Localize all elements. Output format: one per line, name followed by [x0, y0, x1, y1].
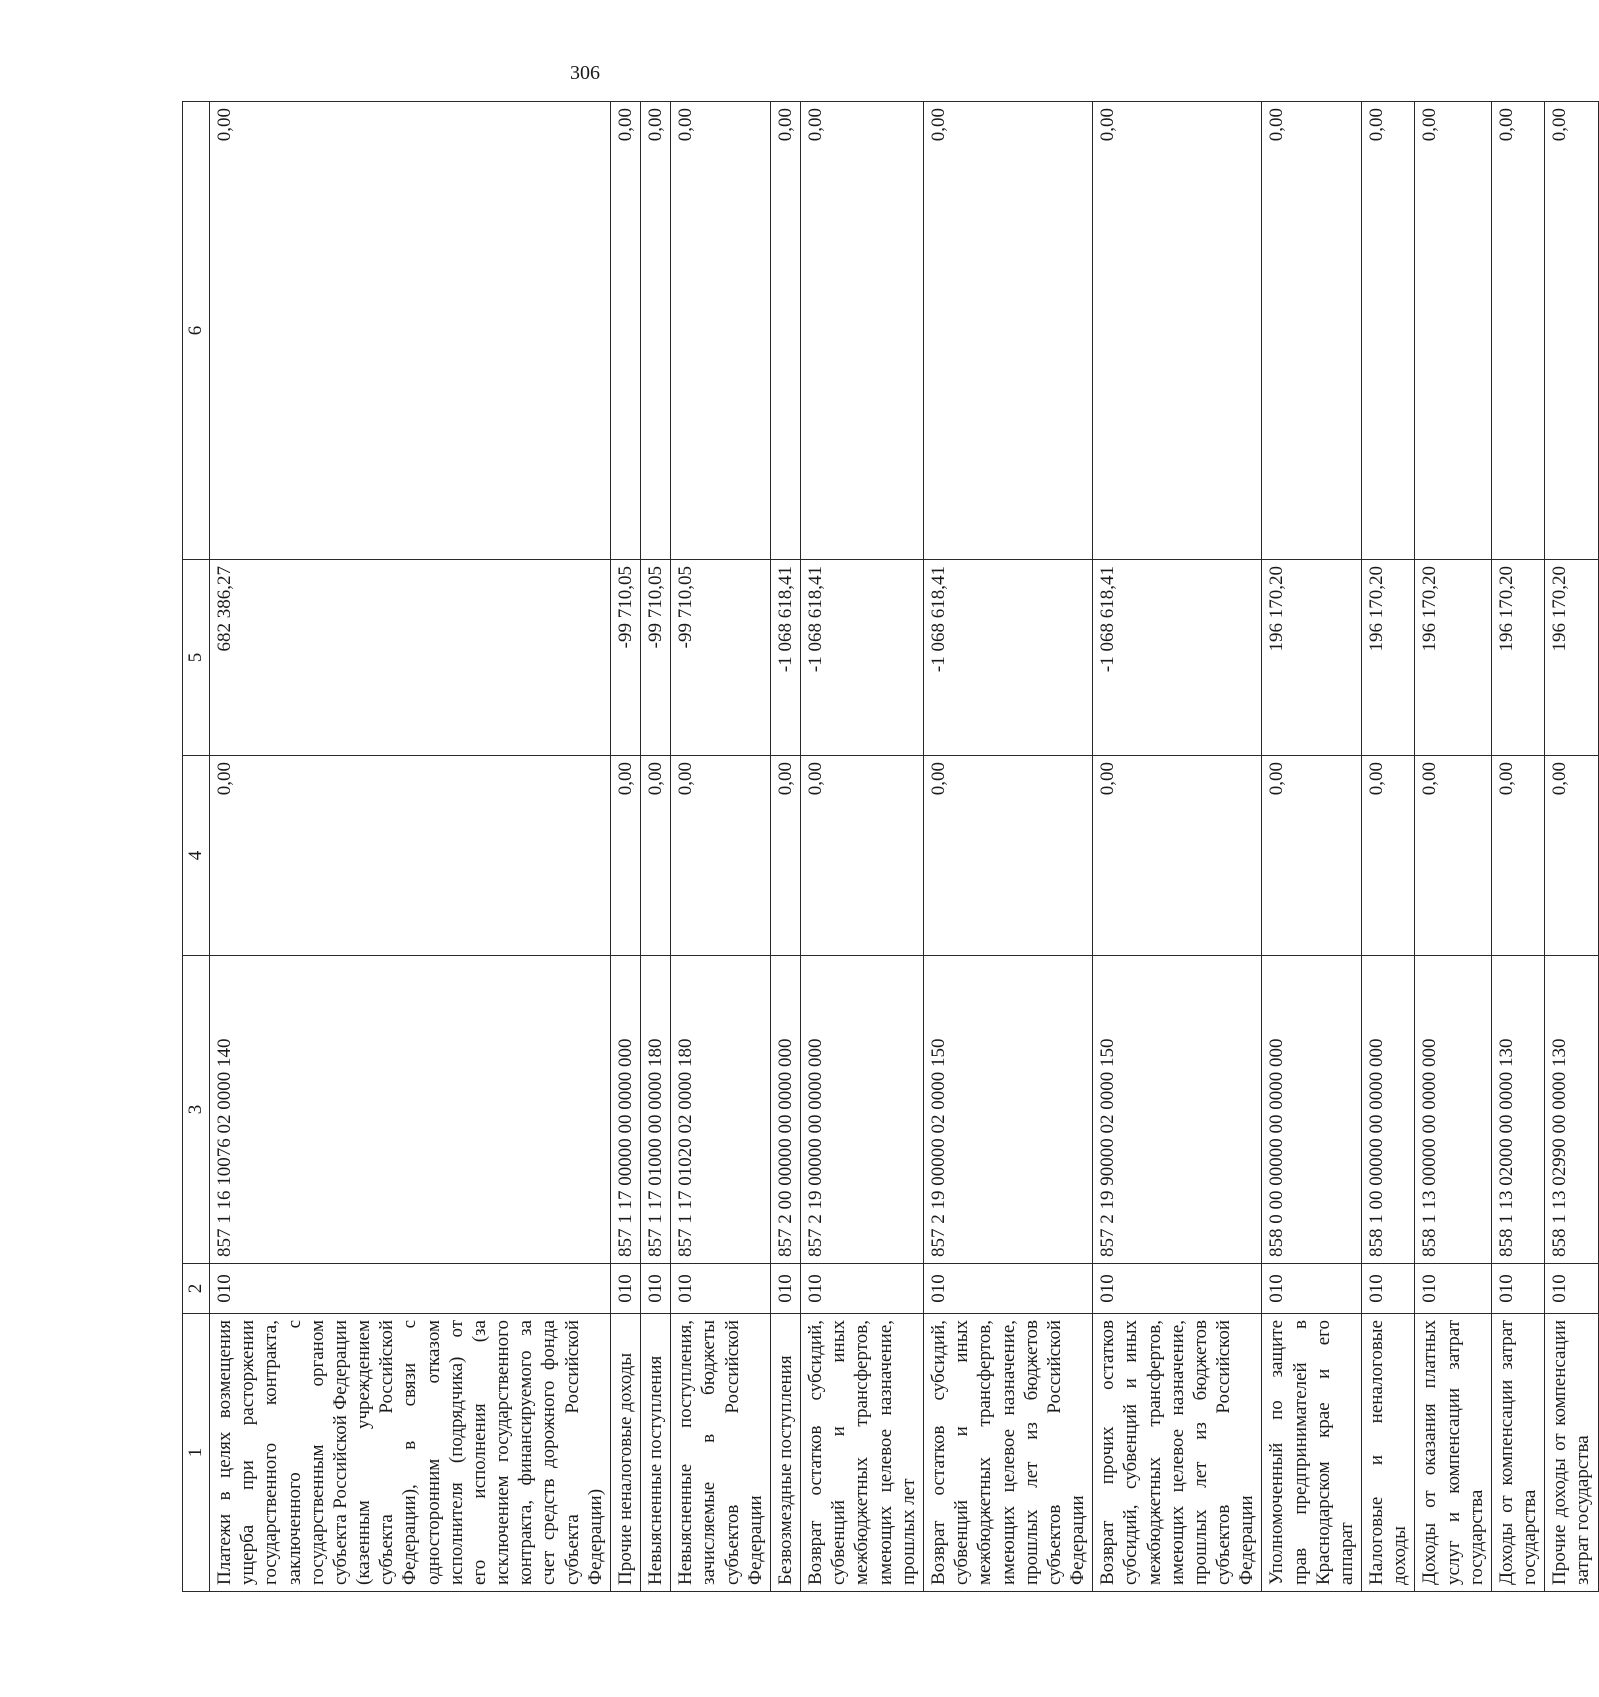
row-line-code: 010	[1262, 1264, 1362, 1314]
row-name: Возврат остатков субсидий, субвенций и иных межбюджетных трансфертов, имеющих целевое назначение, прошлых лет	[801, 1314, 924, 1592]
table-row	[210, 102, 611, 1592]
column-header: 3	[183, 956, 210, 1264]
row-kbk-code: 857 2 19 00000 00 0000 000	[801, 956, 924, 1264]
table-row	[1491, 102, 1544, 1592]
row-value-col5: -1 068 618,41	[801, 560, 924, 756]
row-kbk-code: 858 1 13 02990 00 0000 130	[1545, 956, 1598, 1264]
row-value-col4: 0,00	[923, 756, 1092, 956]
table-row	[641, 102, 671, 1592]
row-value-col6: 0,00	[923, 102, 1092, 560]
row-value-col4: 0,00	[671, 756, 771, 956]
page-number: 306	[570, 62, 600, 84]
row-line-code: 010	[923, 1264, 1092, 1314]
column-header: 5	[183, 560, 210, 756]
row-line-code: 010	[770, 1264, 800, 1314]
rotated-table-area	[182, 102, 1594, 1592]
row-name: Прочие неналоговые доходы	[610, 1314, 640, 1592]
row-kbk-code: 857 2 00 00000 00 0000 000	[770, 956, 800, 1264]
column-header: 2	[183, 1264, 210, 1314]
row-name: Невыясненные поступления, зачисляемые в бюджеты субъектов Российской Федерации	[671, 1314, 771, 1592]
row-kbk-code: 857 1 17 00000 00 0000 000	[610, 956, 640, 1264]
row-name: Доходы от оказания платных услуг и компенсации затрат государства	[1415, 1314, 1492, 1592]
row-line-code: 010	[671, 1264, 771, 1314]
row-value-col4: 0,00	[1545, 756, 1598, 956]
table-row	[923, 102, 1092, 1592]
row-value-col5: -1 068 618,41	[923, 560, 1092, 756]
row-kbk-code: 857 1 17 01000 00 0000 180	[641, 956, 671, 1264]
row-value-col4: 0,00	[610, 756, 640, 956]
row-name: Доходы от компенсации затрат государства	[1491, 1314, 1544, 1592]
row-kbk-code: 857 1 16 10076 02 0000 140	[210, 956, 611, 1264]
column-header: 1	[183, 1314, 210, 1592]
row-value-col6: 0,00	[671, 102, 771, 560]
row-line-code: 010	[1491, 1264, 1544, 1314]
row-value-col6: 0,00	[1093, 102, 1262, 560]
row-line-code: 010	[801, 1264, 924, 1314]
column-header: 4	[183, 756, 210, 956]
row-line-code: 010	[210, 1264, 611, 1314]
rotated-table-frame	[182, 102, 1594, 1592]
row-line-code: 010	[1545, 1264, 1598, 1314]
row-value-col6: 0,00	[1491, 102, 1544, 560]
row-line-code: 010	[641, 1264, 671, 1314]
row-value-col4: 0,00	[641, 756, 671, 956]
row-line-code: 010	[610, 1264, 640, 1314]
row-kbk-code: 857 1 17 01020 02 0000 180	[671, 956, 771, 1264]
row-name: Налоговые и неналоговые доходы	[1362, 1314, 1415, 1592]
row-value-col6: 0,00	[610, 102, 640, 560]
column-header: 6	[183, 102, 210, 560]
row-value-col5: 196 170,20	[1491, 560, 1544, 756]
row-value-col6: 0,00	[210, 102, 611, 560]
row-name: Возврат остатков субсидий, субвенций и иных межбюджетных трансфертов, имеющих целевое назначение, прошлых лет из бюджетов субъектов Российской Федерации	[923, 1314, 1092, 1592]
row-kbk-code: 857 2 19 90000 02 0000 150	[1093, 956, 1262, 1264]
row-value-col6: 0,00	[770, 102, 800, 560]
row-kbk-code: 858 1 00 00000 00 0000 000	[1362, 956, 1415, 1264]
row-kbk-code: 858 0 00 00000 00 0000 000	[1262, 956, 1362, 1264]
row-line-code: 010	[1362, 1264, 1415, 1314]
row-kbk-code: 858 1 13 00000 00 0000 000	[1415, 956, 1492, 1264]
row-value-col5: -1 068 618,41	[1093, 560, 1262, 756]
row-line-code: 010	[1093, 1264, 1262, 1314]
table-row	[671, 102, 771, 1592]
table-row	[1545, 102, 1598, 1592]
row-value-col6: 0,00	[1415, 102, 1492, 560]
table-row	[610, 102, 640, 1592]
row-kbk-code: 858 1 13 02000 00 0000 130	[1491, 956, 1544, 1264]
row-name: Невыясненные поступления	[641, 1314, 671, 1592]
row-value-col6: 0,00	[1262, 102, 1362, 560]
row-name: Уполномоченный по защите прав предпринимателей в Краснодарском крае и его аппарат	[1262, 1314, 1362, 1592]
row-value-col4: 0,00	[1093, 756, 1262, 956]
row-value-col6: 0,00	[801, 102, 924, 560]
row-value-col6: 0,00	[641, 102, 671, 560]
header-row	[183, 102, 210, 1592]
row-value-col5: -99 710,05	[610, 560, 640, 756]
row-value-col4: 0,00	[1491, 756, 1544, 956]
table-row	[801, 102, 924, 1592]
row-value-col5: 682 386,27	[210, 560, 611, 756]
row-value-col6: 0,00	[1545, 102, 1598, 560]
table-row	[1415, 102, 1492, 1592]
row-value-col5: -99 710,05	[671, 560, 771, 756]
row-value-col4: 0,00	[1415, 756, 1492, 956]
row-name: Безвозмездные поступления	[770, 1314, 800, 1592]
row-value-col4: 0,00	[770, 756, 800, 956]
row-value-col6: 0,00	[1362, 102, 1415, 560]
row-value-col4: 0,00	[1362, 756, 1415, 956]
table-row	[770, 102, 800, 1592]
table-row	[1093, 102, 1262, 1592]
row-kbk-code: 857 2 19 00000 02 0000 150	[923, 956, 1092, 1264]
row-value-col5: 196 170,20	[1262, 560, 1362, 756]
row-value-col5: 196 170,20	[1545, 560, 1598, 756]
row-value-col5: -1 068 618,41	[770, 560, 800, 756]
row-value-col5: 196 170,20	[1362, 560, 1415, 756]
table-row	[1262, 102, 1362, 1592]
row-name: Платежи в целях возмещения ущерба при расторжении государственного контракта, заключенного с государственным органом субъекта Российской Федерации (казенным учреждением субъекта Российской Федерации), в связи с односторонним отказом исполнителя (подрядчика) от его исполнения (за исключением государственного контракта, финансируемого за счет средств дорожного фонда субъекта Российской Федерации)	[210, 1314, 611, 1592]
row-line-code: 010	[1415, 1264, 1492, 1314]
row-value-col5: 196 170,20	[1415, 560, 1492, 756]
row-value-col4: 0,00	[1262, 756, 1362, 956]
row-name: Возврат прочих остатков субсидий, субвенций и иных межбюджетных трансфертов, имеющих целевое назначение, прошлых лет из бюджетов субъектов Российской Федерации	[1093, 1314, 1262, 1592]
row-value-col4: 0,00	[801, 756, 924, 956]
row-name: Прочие доходы от компенсации затрат государства	[1545, 1314, 1598, 1592]
row-value-col5: -99 710,05	[641, 560, 671, 756]
row-value-col4: 0,00	[210, 756, 611, 956]
revenue-table	[182, 101, 1599, 1592]
table-row	[1362, 102, 1415, 1592]
